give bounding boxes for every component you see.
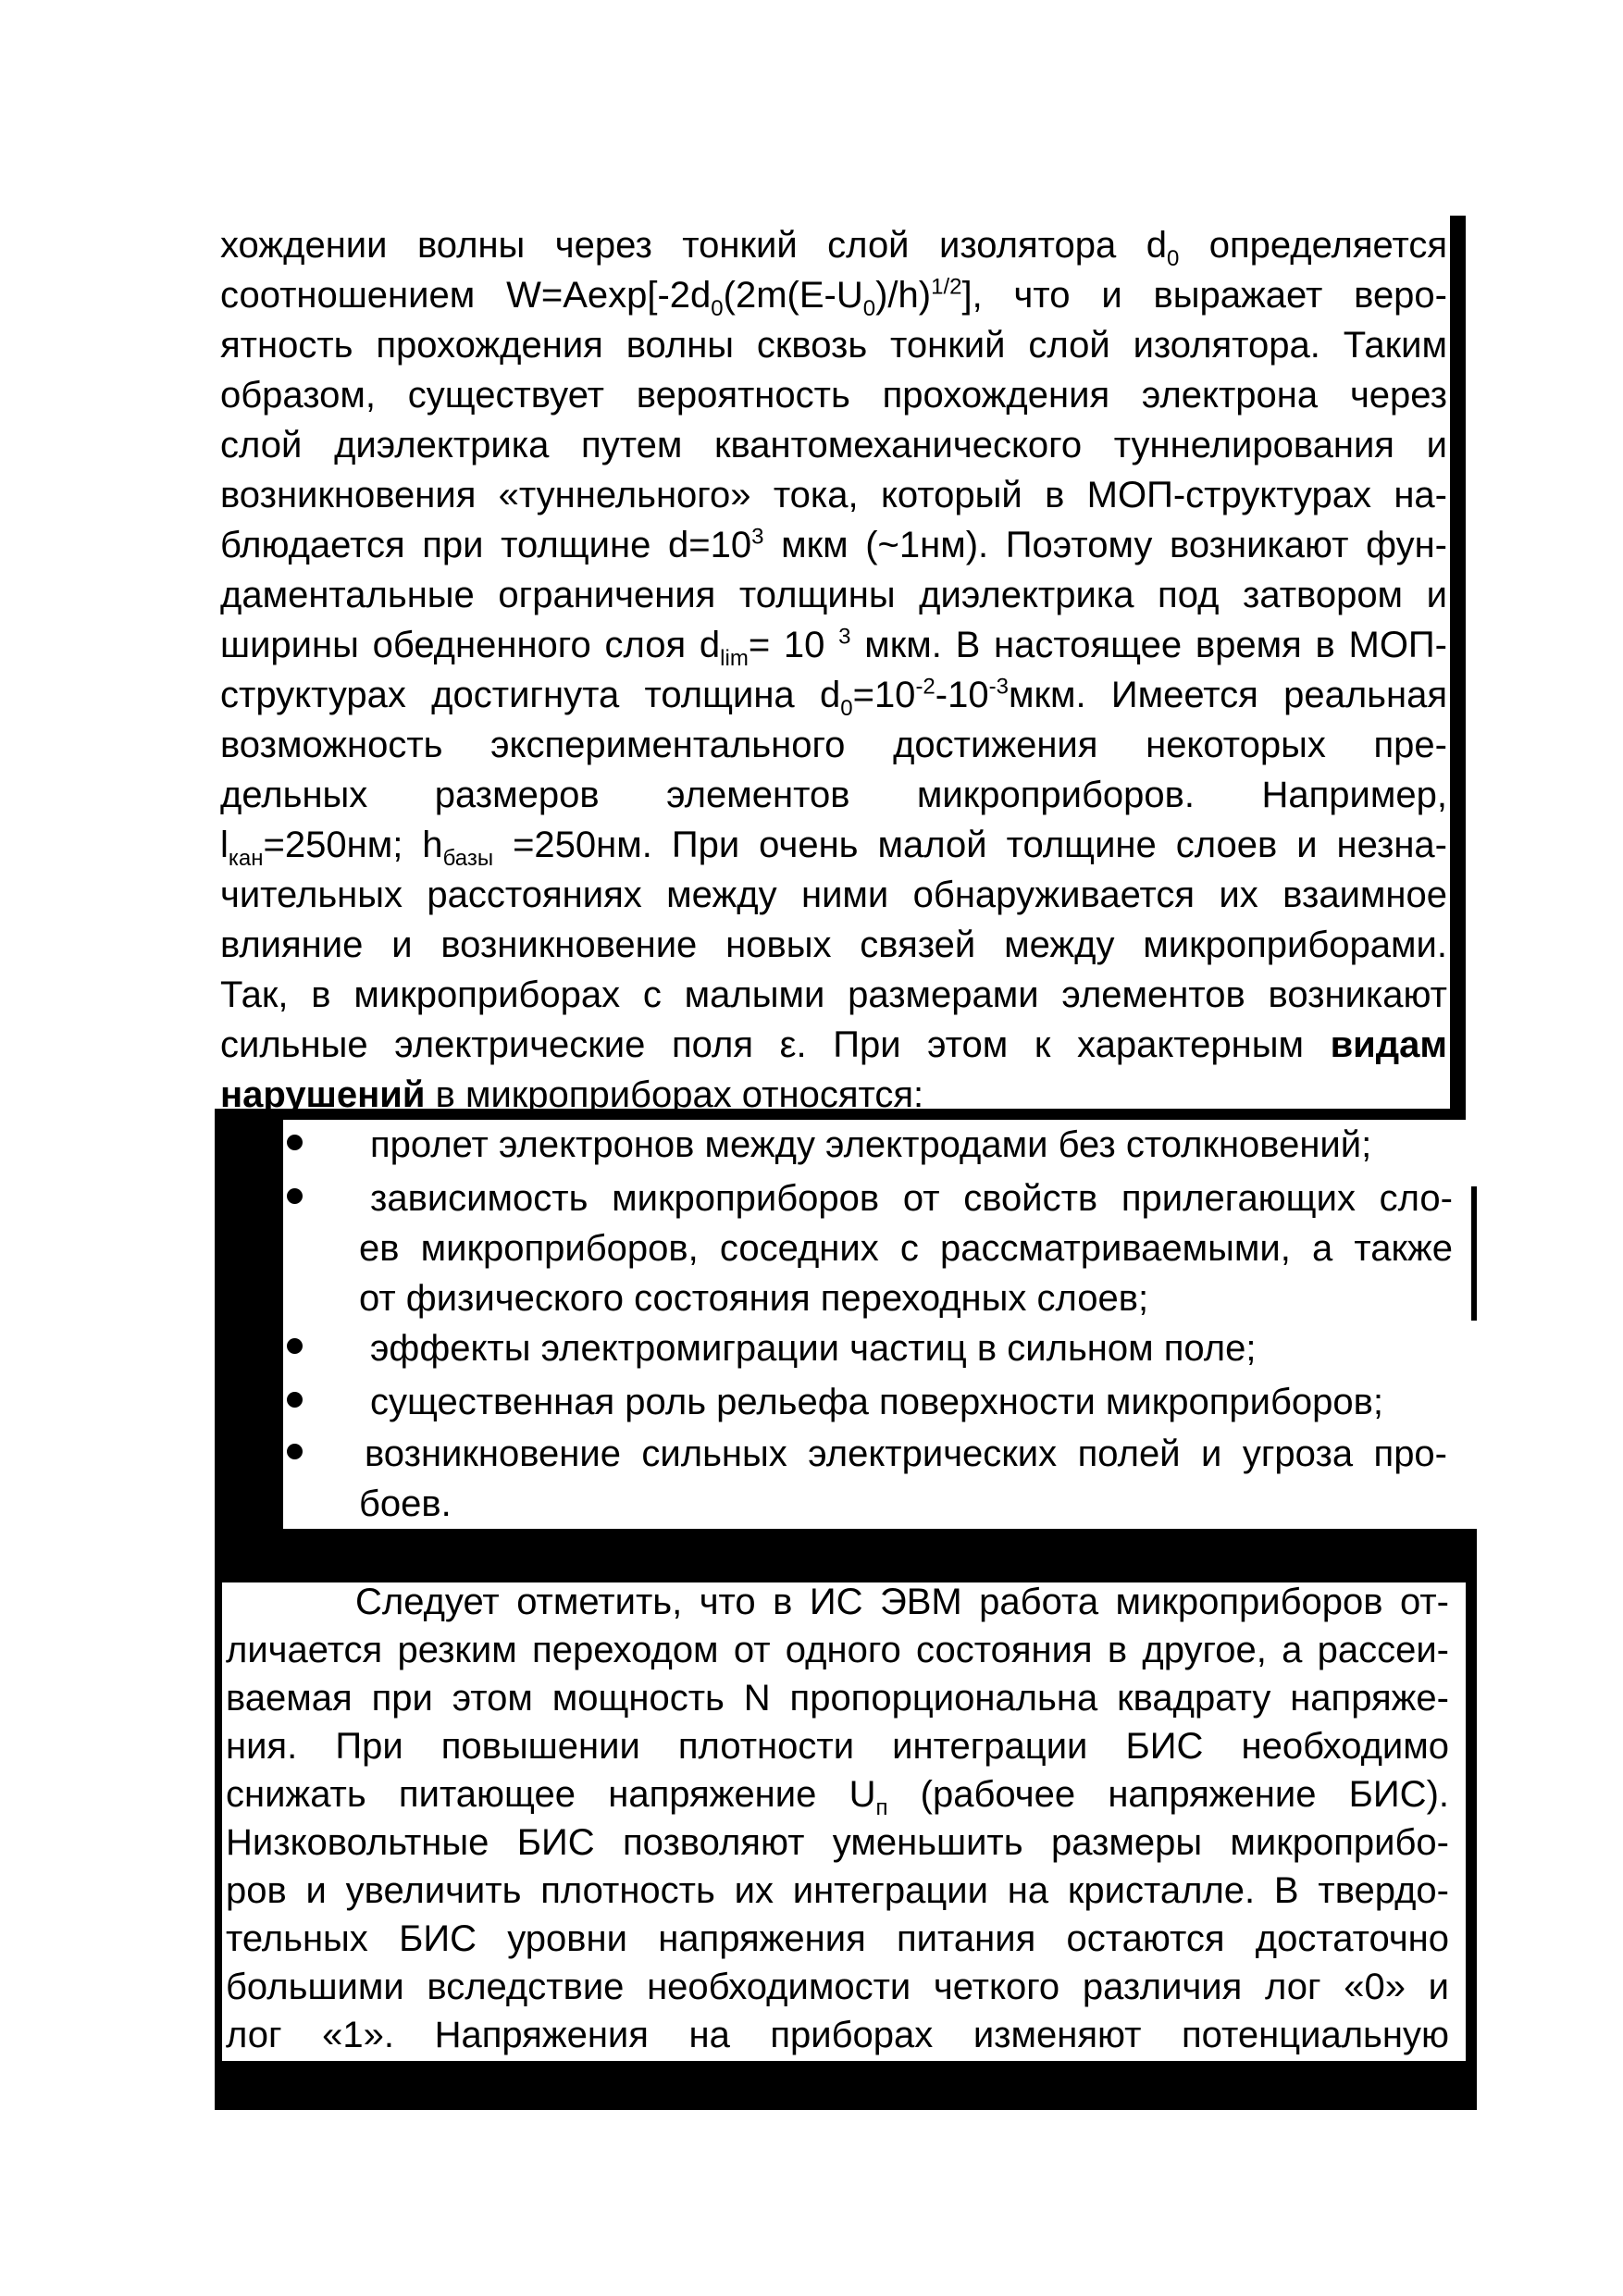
bullet-icon — [287, 1392, 303, 1408]
para1-line-15: влияние и возникновение новых связей между микроприборами. — [220, 925, 1447, 965]
para1-line-6: возникновения «туннельного» тока, который в МОП-структурах на- — [220, 475, 1447, 515]
bullet-2-line-1: зависимость микроприборов от свойств прилегающих сло- — [370, 1178, 1453, 1219]
para2-line-5: снижать питающее напряжение $U_п$ (рабочее напряжение БИС). — [226, 1774, 1449, 1820]
para2-line-6: Низковольтные БИС позволяют уменьшить размеры микроприбо- — [226, 1822, 1449, 1863]
para1-line-4: образом, существует вероятность прохождения электрона через — [220, 375, 1447, 416]
para1-line-17: сильные электрические поля ε. При этом к характерным видам — [220, 1024, 1447, 1065]
para1-line-11: возможность экспериментального достижения некоторых пре- — [220, 725, 1447, 765]
bullet-5-line-1: возникновение сильных электрических полей и угроза про- — [365, 1433, 1447, 1474]
para2-line-3: ваемая при этом мощность N пропорциональна квадрату напряже- — [226, 1678, 1449, 1719]
bullet-icon — [287, 1135, 303, 1150]
bullet-icon — [287, 1444, 303, 1459]
para1-line-7: блюдается при толщине $d=10^3$ мкм (~1нм). Поэтому возникают фун- — [220, 524, 1447, 565]
para1-line-13: $l_{кан}=250нм$; $h_{базы} =250нм$. При очень малой толщине слоев и незна- — [220, 825, 1447, 871]
para1-line-2: соотношением $W=Aexp[-2d_0(2m(E-U_0)/h)^{1/2}]$, что и выражает веро- — [220, 274, 1447, 321]
scan-band-middle — [215, 1529, 1477, 1582]
bullet-1-line-1: пролет электронов между электродами без столкновений; — [370, 1124, 1372, 1165]
bullet-2-line-2: ев микроприборов, соседних с рассматриваемыми, а также — [359, 1228, 1453, 1269]
para1-line-8: даментальные ограничения толщины диэлектрика под затвором и — [220, 575, 1447, 615]
para1-line-12: дельных размеров элементов микроприборов. Например, — [220, 775, 1447, 815]
scan-band-bottom — [215, 2061, 1477, 2110]
para2-line-9: большими вследствие необходимости четкого различия лог «0» и — [226, 1967, 1449, 2007]
para1-line-5: слой диэлектрика путем квантомеханического туннелирования и — [220, 425, 1447, 465]
para2-line-2: личается резким переходом от одного состояния в другое, а рассеи- — [226, 1630, 1449, 1670]
bullet-3-line-1: эффекты электромиграции частиц в сильном поле; — [370, 1328, 1257, 1369]
para2-line-1: Следует отметить, что в ИС ЭВМ работа микроприборов от- — [355, 1582, 1449, 1622]
para1-line-18: нарушений в микроприборах относятся: — [220, 1074, 924, 1115]
bullet-5-line-2: боев. — [359, 1483, 452, 1524]
para2-line-4: ния. При повышении плотности интеграции БИС необходимо — [226, 1726, 1449, 1767]
para1-line-10: структурах достигнута толщина $d_0=10^{-2}-10^{-3}мкм$. Имеется реальная — [220, 674, 1447, 721]
scan-bar-right-thin — [1471, 1186, 1477, 1321]
para2-line-8: тельных БИС уровни напряжения питания остаются достаточно — [226, 1918, 1449, 1959]
scan-bar-right-para2 — [1466, 1573, 1477, 2110]
para1-line-1: хождении волны через тонкий слой изолятора $d_0$ определяется — [220, 225, 1447, 271]
scan-bar-left-para2 — [215, 1573, 222, 2110]
para2-line-7: ров и увеличить плотность их интеграции на кристалле. В твердо- — [226, 1870, 1449, 1911]
para1-line-3: ятность прохождения волны сквозь тонкий слой изолятора. Таким — [220, 325, 1447, 366]
scan-bar-right-top — [1450, 216, 1466, 1110]
bullet-2-line-3: от физического состояния переходных слоев; — [359, 1278, 1149, 1319]
para2-line-10: лог «1». Напряжения на приборах изменяют потенциальную — [226, 2015, 1449, 2055]
para1-line-16: Так, в микроприборах с малыми размерами элементов возникают — [220, 974, 1447, 1015]
scan-bar-left-bullets — [215, 1109, 283, 1529]
bullet-4-line-1: существенная роль рельефа поверхности микроприборов; — [370, 1382, 1383, 1422]
bullet-icon — [287, 1188, 303, 1204]
para1-line-14: чительных расстояниях между ними обнаруживается их взаимное — [220, 875, 1447, 915]
bullet-icon — [287, 1338, 303, 1354]
para1-line-9: ширины обедненного слоя $d_{lim}= 10$ $^3$ мкм. В настоящее время в МОП- — [220, 624, 1448, 671]
